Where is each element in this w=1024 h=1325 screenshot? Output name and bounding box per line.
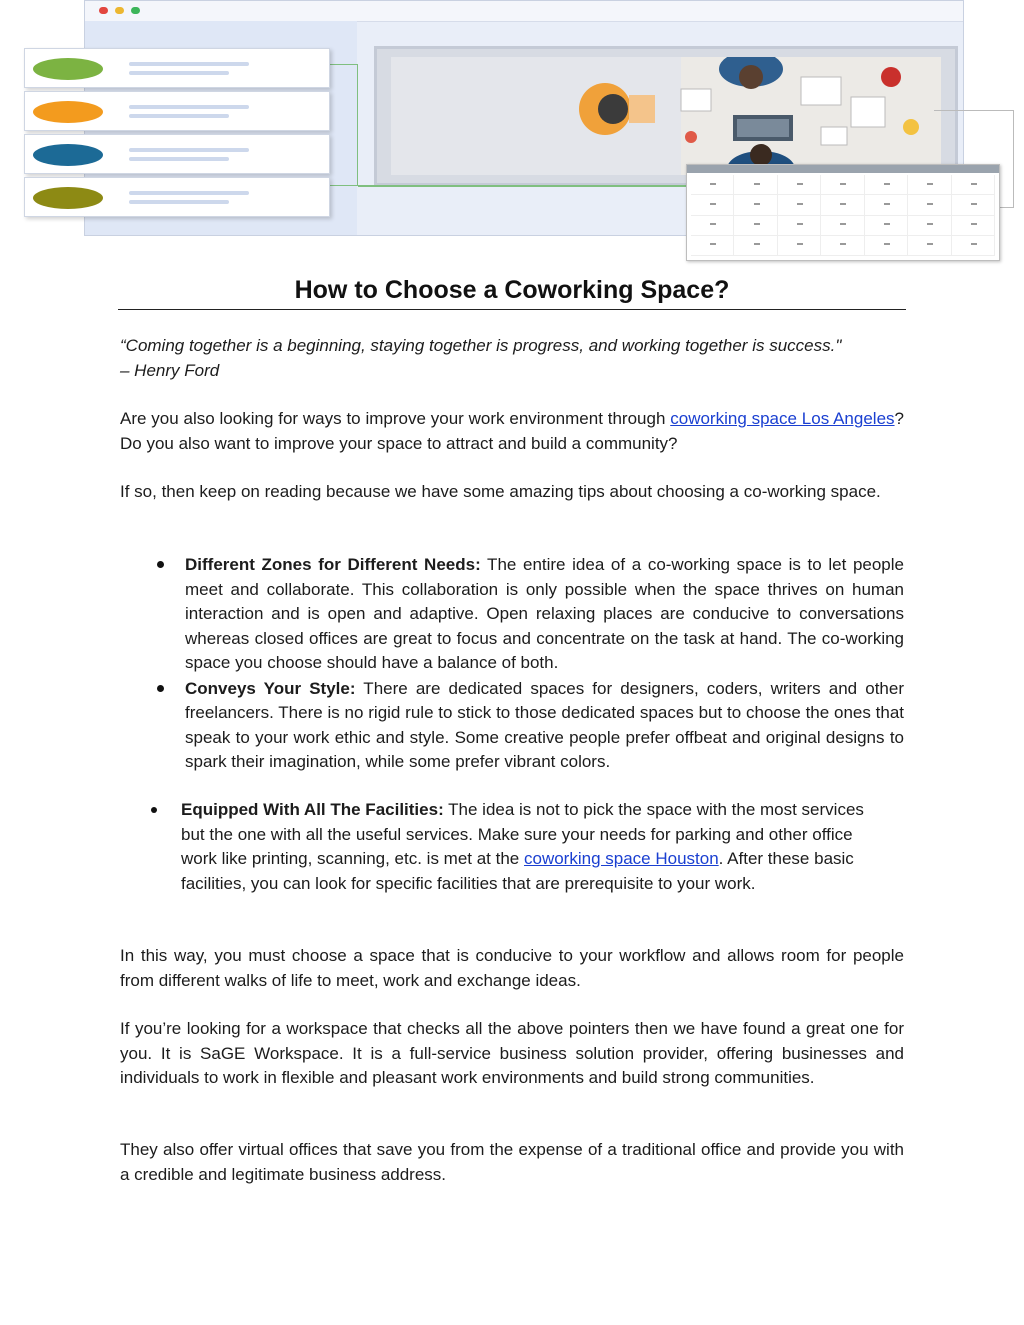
- desk-surface: [391, 57, 941, 175]
- intro-text-before: Are you also looking for ways to improve your work environment through: [120, 409, 671, 428]
- page-title: How to Choose a Coworking Space?: [118, 272, 906, 310]
- list-card: [24, 91, 330, 131]
- bullet-text: The idea is not to pick the space with the most services but the one with all the useful services. Make sure your needs for parking and other office work like printing, scanning, etc. is met at the: [181, 800, 864, 868]
- placeholder-line: [129, 114, 229, 118]
- bullet-heading: Different Zones for Different Needs:: [185, 555, 481, 574]
- bullet-icon: [157, 561, 164, 568]
- desk-scene-icon: [391, 57, 941, 175]
- browser-title-bar: [85, 1, 963, 22]
- green-oval-icon: [33, 58, 103, 80]
- paragraph-sage: [120, 1017, 904, 1091]
- bullet-heading: Equipped With All The Facilities:: [181, 800, 444, 819]
- close-dot-icon: [99, 7, 108, 14]
- lead-text: If so, then keep on reading because we have some amazing tips about choosing a co-working space.: [120, 482, 881, 501]
- placeholder-line: [129, 200, 229, 204]
- quote-text: “Coming together is a beginning, staying together is progress, and working together is success.": [120, 336, 842, 355]
- minimize-dot-icon: [115, 7, 124, 14]
- lead-paragraph: [120, 480, 904, 505]
- placeholder-line: [129, 148, 249, 152]
- blue-oval-icon: [33, 144, 103, 166]
- olive-oval-icon: [33, 187, 103, 209]
- calendar-grid: [691, 175, 995, 256]
- connector-line-horizontal: [358, 185, 688, 187]
- placeholder-line: [129, 157, 229, 161]
- bullet-text-after: . After these basic facilities, you can look for specific facilities that are prerequisite to your work.: [181, 849, 854, 893]
- paragraph-text: If you’re looking for a workspace that checks all the above pointers then we have found a great one for you. It is SaGE Workspace. It is a full-service business solution provider, offering businesses and individuals to work in flexible and pleasant work environments and build strong communities.: [120, 1019, 904, 1087]
- bullet-list-second: [181, 798, 881, 896]
- list-card: [24, 177, 330, 217]
- list-card: [24, 134, 330, 174]
- paragraph-text: They also offer virtual offices that save you from the expense of a traditional office and provide you with a credible and legitimate business address.: [120, 1140, 904, 1184]
- calendar-icon: [686, 164, 1000, 261]
- bullet-list: [185, 553, 904, 775]
- placeholder-line: [129, 191, 249, 195]
- paragraph-text: In this way, you must choose a space that is conducive to your workflow and allows room for people from different walks of life to meet, work and exchange ideas.: [120, 946, 904, 990]
- bullet-icon: [151, 807, 157, 813]
- bullet-text: There are dedicated spaces for designers, coders, writers and other freelancers. There is no rigid rule to stick to those dedicated spaces but to choose the ones that speak to your work ethic and style. Some creative people prefer offbeat and original designs to spark their imagination, while some prefer vibrant colors.: [185, 678, 904, 771]
- paragraph-way: [120, 944, 904, 993]
- placeholder-line: [129, 71, 229, 75]
- coworking-los-angeles-link[interactable]: coworking space Los Angeles: [670, 409, 895, 428]
- paragraph-virtual: [120, 1138, 904, 1187]
- list-item: [185, 677, 904, 775]
- bullet-icon: [157, 685, 164, 692]
- list-item: [181, 798, 881, 896]
- intro-text-after: ? Do you also want to improve your space to attract and build a community?: [120, 409, 904, 453]
- bullet-text: The entire idea of a co-working space is to let people meet and collaborate. This collaboration is only possible when the space thrives on human interaction and is open and adaptive. Open relaxing places are conducive to conversations whereas closed offices are great to focus and concentrate on the task at hand. The co-working space you choose should have a balance of both.: [185, 555, 904, 672]
- bullet-heading: Conveys Your Style:: [185, 678, 356, 698]
- hero-illustration: [0, 0, 1024, 262]
- quote-author: – Henry Ford: [120, 360, 220, 380]
- intro-paragraph: [120, 407, 904, 456]
- maximize-dot-icon: [131, 7, 140, 14]
- placeholder-line: [129, 62, 249, 66]
- connector-line: [330, 64, 358, 186]
- orange-oval-icon: [33, 101, 103, 123]
- coworking-houston-link[interactable]: coworking space Houston: [524, 849, 719, 868]
- quote-block: [120, 334, 904, 383]
- list-item: [185, 553, 904, 676]
- list-card: [24, 48, 330, 88]
- placeholder-line: [129, 105, 249, 109]
- calendar-header-bar: [687, 165, 999, 173]
